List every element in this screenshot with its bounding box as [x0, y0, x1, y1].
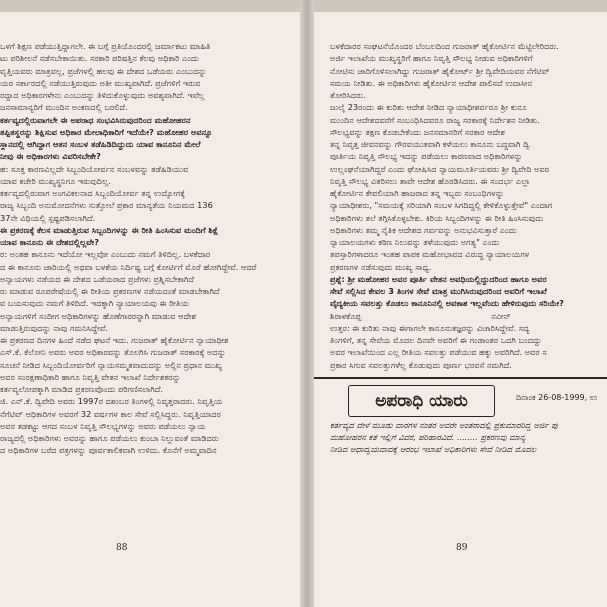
- right-page-body: [330, 40, 607, 456]
- text-line: ಮಾಡುತ್ತಿರುವುದನ್ನು ನಾವು ಗಮನಿಸಿದ್ದೇವೆ.: [0, 322, 109, 333]
- text-line: ಜುಲೈ 23ರಂದು ಈ ಕುರಿತು ಆದೇಶ ನೀಡಿದ ನ್ಯಾಯಾಧೀಶರ್ವರೂ ಶ್ರೀ ಕುನೂ: [330, 102, 527, 113]
- signature-name: ನವೀನ್: [491, 310, 511, 321]
- text-line: ಹ: ಸೂಕ್ತ ಕಾರಣವಿಲ್ಲದೇ ಸಿಬ್ಬಂದಿಯೋರ್ವನ ಸಂಬಳವನ್ನು ತಡೆಹಿಡಿಯುವ: [0, 163, 189, 174]
- text-line: ತಪಸ್ತಾರಿಗಳಾದರೂ ಇಂತಹ ಪಾಪಕ ಮಹೋಭಾವದ ವಿರುದ್ಧ ನ್ಯಾಯಾಲಯಗಳ: [330, 249, 530, 260]
- text-line: ನೀಡಿದ ಅಧಾದ್ವಯವಾದಕ್ಕೆ ಆರಂಭ ಇಲಾಖೆ ಅಧಿಕಾರಿಗಳು ಸೇವೆ ನೀಡಿದ ಮೊದಲ: [330, 444, 537, 455]
- text-line: ವೃತ್ತಿಯವರು ಮಾತ್ರವಲ್ಲ, ಪ್ರಜೆಗಳಲ್ಲಿ ಹಲವು ಈ ದೇಶದ ಒಡೆಯರು ಎಂಬುದನ್ನು: [0, 65, 207, 76]
- qa-question: ಪ್ರಶ್ನೆ: ಶ್ರೀ ಮಹೋಹರ ಅವರ ಪೂರ್ತಿ ವೇತನ ಅವಧಿಯಲ್ಲಿದ್ದುದರಿಂದ ಹಾಗೂ ಅವರ: [330, 273, 547, 284]
- text-line: ಪ್ರಕರಣಗಳ ನಡೆಸುವುದು ಮುಖ್ಯ ಸಾಧ್ಯ.: [330, 261, 432, 272]
- text-line: ಯಾವ ಕಚೇರಿ ಮುಖ್ಯಸ್ಥನಿಗೂ ಇರುವುದಿಲ್ಲ.: [0, 175, 111, 186]
- text-line: ಅವರ ಸಂರಕ್ಷಣಾಧಿಕಾರಿ ಹಾಗೂ ನಿವೃತ್ತಿ ವೇತನ ಇಲಾಖೆ ನಿರ್ದೇಶಕರನ್ನು: [0, 371, 181, 382]
- text-line: ಜನಸಾಮಾನ್ಯರಿಗೆ ಮುಂದಿನ ಅಂಕಣದಲ್ಲಿ ಬರಲಿದೆ.: [0, 102, 128, 113]
- left-page-body: [0, 40, 292, 457]
- left-page-number: 88: [116, 543, 128, 553]
- text-line: ತೋರಿಸಿದರು.: [330, 90, 366, 100]
- text-line: ಸೂಚನೆ ನೀಡಿದ ಸಿಬ್ಬಂದಿಯೋರ್ವರಿಗೆ ನ್ಯಾಯಸಮ್ಮತವಾದುದನ್ನು ಅಲ್ಲಿನ ಪ್ರಧಾನ ಮುಖ್ಯ: [0, 359, 222, 370]
- text-line: ಅಧಿಕಾರಿಗಳು ತಮ್ಮ ನೈತಿಕ ಆದೇಶದ ಗರ್ವವನ್ನು ಅನುಭವಿಸುತ್ತಾರೆ ಎಂದು: [330, 224, 517, 235]
- text-line: ರಾಜ್ಯದಲ್ಲಿ ಅಧಿಕಾರಿಗಳು ಅವರನ್ನು ಹಾಗೂ ಪಡೆಯಲು ಕುಂಬಾ ನಿಲ್ಲುವಂತೆ ಮಾಡಿದರು: [0, 433, 219, 443]
- text-line: ಕರ್ತವ್ಯಲೋಪಕ್ಕಾಗಿ ಮಾಡಿದ ಪ್ರಕರಣವೊಂದು ಪರಿಗಣಿಸಲಾಗಿದೆ.: [0, 384, 164, 394]
- text-line: ಅವರ ಇಲಾಖೆಯಿಂದ ಎಲ್ಲ ರೀತಿಯ ಸವಲತ್ತು ಪಡೆಯುವ ಹಕ್ಕು ಅವರಿಗಿದೆ. ಅವರ ಸ: [330, 347, 547, 358]
- text-line: ನೀವು ಈ ಅಧಿಕಾರಗಳು ವಿವರಿಸಬೇಕೇ?: [0, 151, 101, 162]
- text-line: ವ ಬಯಸುವುದು ನಮಗೆ ತಿಳಿದಿದೆ. ಇದಕ್ಕಾಗಿ ನ್ಯಾಯಾಲಯವು ಈ ರೀತಿಯ: [0, 298, 190, 309]
- text-line: ಕರ್ತವ್ಯದಲ್ಲಿರುವಾಗ ಅಂಗವಿಕಲನಾದ ಸಿಬ್ಬಂದಿಯೋರ್ವ ತನ್ನ ಉದ್ಯೋಗಕ್ಕೆ: [0, 188, 186, 198]
- text-line: ರ: ಅಂತಹ ಕಾನೂನು ಇದೆಯೋ ಇಲ್ಲವೋ ಎಂಬುದು ನಮಗೆ ತಿಳಿದಿಲ್ಲ. ಬಳಕೆದಾರ: [0, 249, 211, 260]
- text-line: ದ ಅಧಿಕಾರಿಗಳ ಬರೆದ ಪತ್ರಗಳನ್ನು ಪೂರ್ವಕಾಲಿಕವಾಗಿ ಉಳಿದು. ಕೊನೆಗೆ ಅಮ್ಮವಾದಿನ: [0, 445, 217, 456]
- text-line: ಸೇವೆ ಸಲ್ಲಿಸಿದ ಕೇವಲ 3 ತಿಂಗಳ ಸೇವೆ ಮಾತ್ರ ಮುಗಿಸಿರುವುದರಿಂದ ಅವರಿಗೆ ಇಲಾಖೆ: [330, 286, 547, 296]
- text-line: ವೈದ್ಯಕೀಯ ಸವಲತ್ತು ಕೊಡಲು ಕಾನೂನಿನಲ್ಲಿ ಅವಕಾಶ ಇಲ್ಲವೆಂದು ಹೇಳಿರುವುದು ಸರಿಯೇ?: [330, 298, 564, 309]
- text-line: 37ನೇ ವಿಧಿಯಲ್ಲಿ ಸ್ಪಷ್ಟಪಡಿಸಲಾಗಿದೆ.: [0, 212, 96, 223]
- text-line: ರಾಜ್ಯ ಸಿಬ್ಬಂದಿ ಅನುಮೋದನೆಗಳು ಸುತ್ತೋಲೆ ಪ್ರಕಾರ ಮಾನ್ಯತೆಯ ನಿಯಮದ 136: [0, 200, 213, 211]
- text-line: ಸೌಲಭ್ಯವನ್ನು ತಕ್ಷಣ ಕೊಡಬೇಕೆಂದು ಜನಸಮಾನರಿಗೆ ಸರಕಾರ ಆದೇಶ: [330, 126, 505, 137]
- text-line: ಸಮಯ ನೀಡಿತು. ಈ ಅಧಿಕಾರಿಗಳು ಹೈಕೋರ್ಟಿನ ಆದೇಶ ಪಾಲಿಸದೆ ಉದಾಸೀನ: [330, 77, 533, 88]
- text-line: ಪೂರ್ತಿಯ ನಿವೃತ್ತಿ ಸೌಲಭ್ಯ ಇದನ್ನು ಪಡೆಯಲು ಕಾರಣವಾದ ಅಧಿಕಾರಿಗಳನ್ನು: [330, 151, 523, 162]
- text-line: ಒಳಗೆ ಶಿಕ್ಷಣ ಪಡೆಯುತ್ತಿದ್ದಾಗಲೇ. ಈ ಬಗ್ಗೆ ಪ್ರತಿಯೊಂದರಲ್ಲಿ ಜರ್ಮಾಕಟು ಮಾಹಿತಿ: [0, 41, 211, 51]
- text-line: ತಿಂಗಳಿಗೆ, ತನ್ನ ಸೇವೆಯ ಮೊದಲ ದಿನವೇ ಅವರಿಗೆ ಈ ಗಂಡಾಂತರ ಒದಗಿ ಬಂದದ್ದು: [330, 335, 542, 345]
- text-line: ತಪ್ಪಿತಸ್ಥರನ್ನು ಶಿಕ್ಷಿಸುವ ಅಧಿಕಾರ ಮೇಲಾಧಿಕಾರಿಗೆ ಇದೆಯೇ? ಮಹೋಹರ ಅವನ್ನೂ: [0, 126, 213, 137]
- text-line: ತನ್ನ ನಿವೃತ್ತ ಜೀವನವನ್ನು ಗೌರವಯುತವಾಗಿ ಕಳೆಯಲು ಕಾನೂನು ಬದ್ಧವಾಗಿ ದ್ವಿ: [330, 139, 530, 149]
- right-page-number: 89: [456, 543, 468, 553]
- text-line: ಮಹೋಹರನ ಕತೆ ಇಲ್ಲಿಗೆ ವಿವರ, ಪರಿಹಾರವಿದೆ. ........ ಪ್ರಕರಣವು ಮಾನ್ಯ: [330, 432, 526, 442]
- text-line: ಈ ಪ್ರಕರಣಕ್ಕೆ ಕೆಲಸ ಮಾಡುತ್ತಿರುವ ಸಿಬ್ಬಂದಿಗಳನ್ನು ಈ ರೀತಿ ಹಿಂಸಿಸುವ ಮಂದಿಗೆ ಶಿಕ್ಷೆ: [0, 224, 219, 235]
- section-heading-row: [330, 385, 607, 419]
- text-line: ನೋಟಿಸು ಜಾರಿಗೊಳಿಸಲಾಗಿದ್ದು ಗುಜರಾತ್ ಹೈಕೋರ್ಟ್ ಶ್ರೀ ದ್ವಿವೇದಿಯವರ ನೆಗೆಟಿವ್: [330, 65, 550, 76]
- text-line: ಯಾವ ಕಾನೂನು ಈ ದೇಶದಲ್ಲಿಲ್ಲವೇ?: [0, 237, 99, 247]
- section-intro: [330, 419, 607, 456]
- text-line: ಟು ಪರಿಶೀಲನೆ ನಡೆಸಬೇಕಾಯಿತು. ಸರಕಾರಿ ಪರಿಷತ್ತಿನ ಕೆಲವು ಅಧಿಕಾರಿ ಎಂದು: [0, 53, 199, 64]
- text-line: ಪ್ರಕಾರ ಸಿಗುವ ಸವಲತ್ತುಗಳೆಲ್ಲ ಕೊಡುವುದು ಪೂರ್ಣ ಭರವಸೆ ನಮಗಿದೆ.: [330, 359, 512, 370]
- text-line: ದ ಈ ಕಾನೂನು ಜಾರಿಯಲ್ಲಿ ಅಥವಾ ಬಳಕೆಯ ನಿರ್ದಿಷ್ಟ ಬಗ್ಗೆ ಕೋರ್ಟಿಗೆ ಮೊರೆ ಹೋಗಿದ್ದೇವೆ. ಆದರೆ: [0, 261, 257, 272]
- section-date: ದಿನಾಂಕ 26-08-1999, ಉ: [516, 392, 598, 402]
- right-page: [314, 12, 607, 607]
- text-line: ಅನ್ಯಾಯಗಳಿಗೆ ಸಂದೀಗ ಅಧಿಕಾರಿಗಳನ್ನು ಹೊಣೆಗಾರರನ್ನಾಗಿ ಮಾಡುವ ಆದೇಶ: [0, 310, 196, 321]
- text-line: ಬಳಕೆದಾರರ ಸಂಘಟನೆಯೊಂದರ ಬೆಂಬಲದಿಂದ ಗುಜರಾತ್ ಹೈಕೋರ್ಟಿನ ಮೆಟ್ಟಿಲೇರಿದರು.: [330, 41, 559, 51]
- text-line: ಜಿ. ಎನ್.ಕೆ. ದ್ವಿವೇದಿ ಅವರು 1997ರ ದಶಂಬರ ತಿಂಗಳಲ್ಲಿ ನಿವೃತ್ತರಾದರು. ನಿವೃತ್ತಿಯ: [0, 396, 223, 407]
- text-line: ರದ್ದಾದ ಅಧಿಕಾರಗಳೇನು ಎಂಬುದನ್ನು ತಿಳಿದುಕೊಳ್ಳುವುದು ಅವಶ್ಯವಾಗಿದೆ. ಇವೆಲ್ಲ: [0, 90, 205, 100]
- signature-place: ಶಿರಾಳಕೊಪ್ಪ: [330, 310, 362, 321]
- text-line: ಉಲ್ಲಂಘನೆಯಾಗಿದ್ದರೆ ಎಂದು ಘೋಷಿಸಿದ ನ್ಯಾಯಮೂರ್ತಿಯವರು ಶ್ರೀ ದ್ವಿವೇದಿ ಅವರ: [330, 163, 550, 174]
- text-line: ರು ಮಾಡುವ ರೂಪರೇಷೆಯಲ್ಲಿ ಈ ರೀತಿಯ ಪ್ರಕರಣಗಳ ನಡೆಯದಂತೆ ಮಾಡಬೇಕಾಗಿದೆ: [0, 286, 220, 296]
- text-line: ಈ ಪ್ರಕರಣದ ದಿನಗಳ ಹಿಂದೆ ನಡೆದ ಘಟನೆ ಇದು. ಗುಜರಾತ್ ಹೈಕೋರ್ಟಿನ ನ್ಯಾಯಾಧೀಶ: [0, 335, 229, 345]
- right-article-continued: [330, 40, 607, 273]
- text-line: ಸ್ಥಾನದಲ್ಲಿ ಆಗಿದ್ದಾಗ ಆತನ ಸಂಬಳ ತಡೆಹಿಡಿದಿದ್ದುದು ಯಾವ ಕಾನೂನಿನ ಮೇಲೆ: [0, 139, 201, 149]
- text-line: ಅರ್ಜಿ ಇಲಾಖೆಯ ಮುಖ್ಯಸ್ಥರಿಗೆ ಹಾಗೂ ನಿವೃತ್ತಿ ಸೌಲಭ್ಯ ನೀಡುವ ಅಧಿಕಾರಿಗಳಿಗೆ: [330, 53, 533, 64]
- text-line: ಉತ್ತರ: ಈ ಕುರಿತು ನಾವು ಈಗಾಗಲೇ ಕಾನೂನುತಜ್ಞರನ್ನು ವಿಚಾರಿಸಿದ್ದೇವೆ. ಸದ್ಯ: [330, 322, 530, 333]
- text-line: ಹೈಕೋರ್ಟಿನ ಕೇವಲಿಯಾಗಿ ಹಾಜರಾದ ತನ್ನ ಇಬ್ಬರು ಸಂಬಂಧಿಗಳನ್ನು: [330, 188, 504, 198]
- qa-question-body: [330, 285, 607, 310]
- text-line: ಅವರ ತಡಕಟ್ಟು ಆಗದ ಸಂಬಳ ನಿವೃತ್ತಿ ಸೌಲಭ್ಯಗಳನ್ನು ಅವರು ಪಡೆಯಲು ನ್ಯಾಯ: [0, 420, 206, 431]
- section-heading: ಅಪರಾಧಿ ಯಾರು: [348, 385, 495, 417]
- text-line: ನಿವೃತ್ತಿ ಸೌಲಭ್ಯ ವಿತರಿಸಲು ತಾವೇ ಆದೇಶ ಹೊರಡಿಸಿದರು. ಈ ಸಂದರ್ಭ ಎಲ್ಲಾ: [330, 175, 531, 186]
- text-line: ಎಸ್.ಕೆ. ಕೆಲೋನಿ ಅವರು ಅವರ ಅಧಿಕಾರವನ್ನು ತೊಲಗಿಸಿ ಗುಜರಾತ್ ಸರಕಾರಕ್ಕೆ ಅದನ್ನು: [0, 347, 226, 358]
- text-line: ಮುಂದಿನ ಆದೇಶದವರೆಗೆ ಸಂಬಂಧಿಸಿದವರೂ ರಾಜ್ಯ ಸರಕಾರಕ್ಕೆ ನಿರ್ದೇಶನ ನೀಡಿತು.: [330, 114, 540, 125]
- text-line: ಕರ್ತವ್ಯದ ವೇಳೆ ಮೂಡು ವಾರಗಳ ನಂತರ ಅವರೇ ಅಂತರಾದಲ್ಲಿ ಪ್ರಕುಮಾರರಿದ್ದ ಅರ್ಜಿ ಪು: [330, 419, 558, 430]
- text-line: ಅನ್ಯಾಯಗಳು ನಡೆಯದ ಈ ದೇಶದ ಒಡೆಯರಾದ ಪ್ರಜೆಗಳು ಪ್ರಶ್ನಿಸಬೇಕಾಗಿದೆ: [0, 273, 195, 284]
- text-line: ನ್ಯಾಯಾಧೀಶರು, "ಸಮಯಕ್ಕೆ ಸರಿಯಾಗಿ ಸಂಬಳ ಸಿಗದಿದ್ದಲ್ಲಿ ಕೇಳಿಕೊಳ್ಳುತ್ತೇವೆ" ಎಂದಾಗ: [330, 200, 553, 211]
- qa-answer: [330, 322, 607, 371]
- book-gutter: [300, 0, 314, 607]
- text-line: ಅಧಿಕಾರಿಗಳು ತಲೆ ತಗ್ಗಿಸಿಕೊಳ್ಳಬೇಕು. ಕಿರಿಯ ಸಿಬ್ಬಂದಿಗಳನ್ನು ಈ ರೀತಿ ಹಿಂಸಿಸುವುದು: [330, 212, 544, 223]
- text-line: ನೆಗೆಟಿವ್ ಆಧಿಕಾರಿಗಳ ಅವರಗೆ 32 ವರ್ಷಗಳ ಕಾಲ ಸೇವೆ ಸಲ್ಲಿಸಿದ್ದರು. ನಿವೃತ್ತಿಯಾದರ: [0, 408, 221, 419]
- text-line: ಕರ್ತವ್ಯದಲ್ಲಿರುವಾಗಲೇ ಈ ಅಪರಾಧ ಸಂಭವಿಸಿರುವುದರಿಂದ ಮಹೋಹರನ: [0, 114, 191, 125]
- section-divider: [314, 377, 607, 379]
- text-line: ಯರ ಸರ್ಕಾರದಲ್ಲಿ ನಡೆಯುತ್ತಿರುವುದು ಅತೀ ಮುಖ್ಯವಾಗಿದೆ. ಪ್ರಜೆಗಳಿಗೆ ಇರುವ: [0, 77, 201, 88]
- signature-line: [330, 310, 607, 322]
- left-page: [0, 12, 300, 607]
- text-line: ನ್ಯಾಯಾಲಯಗಳು ಕಠಿಣ ನಿಲುವನ್ನು ತಳೆಯುವುದು ಅಗತ್ಯ" ಎಂದು: [330, 237, 500, 247]
